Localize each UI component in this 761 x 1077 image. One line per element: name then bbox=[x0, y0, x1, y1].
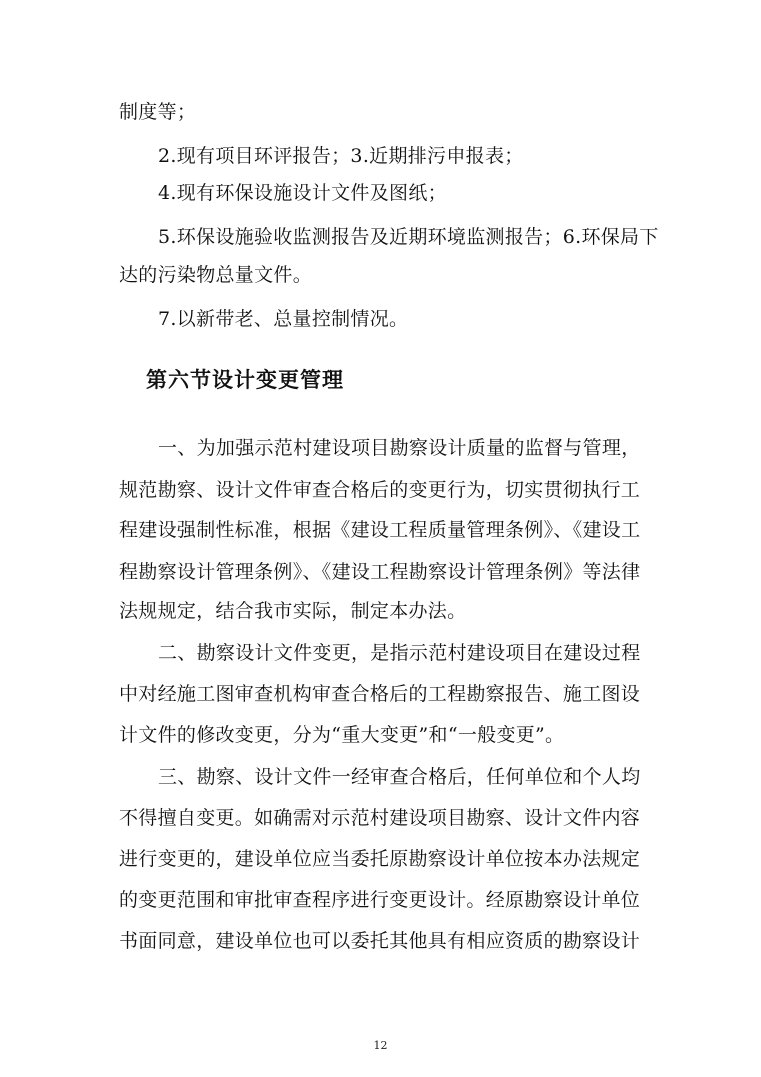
page-number: 12 bbox=[373, 1039, 388, 1052]
body-line-7: 中对经施工图审查机构审查合格后的工程勘察报告、施工图设 bbox=[119, 683, 641, 705]
body-line-1: 一、为加强示范村建设项目勘察设计质量的监督与管理， bbox=[158, 437, 641, 459]
body-line-12: 的变更范围和审批审查程序进行变更设计。经原勘察设计单位 bbox=[119, 889, 641, 911]
body-line-11: 进行变更的，建设单位应当委托原勘察设计单位按本办法规定 bbox=[119, 848, 641, 870]
text-line-1: 制度等； bbox=[119, 101, 197, 123]
text-line-5: 达的污染物总量文件。 bbox=[119, 264, 313, 286]
text-line-2: 2.现有项目环评报告；3.近期排污申报表； bbox=[158, 145, 524, 167]
body-line-2: 规范勘察、设计文件审查合格后的变更行为，切实贯彻执行工 bbox=[119, 479, 641, 501]
body-line-9: 三、勘察、设计文件一经审查合格后，任何单位和个人均 bbox=[158, 766, 641, 788]
body-line-10: 不得擅自变更。如确需对示范村建设项目勘察、设计文件内容 bbox=[119, 807, 641, 829]
text-line-3: 4.现有环保设施设计文件及图纸； bbox=[158, 182, 447, 204]
body-line-6: 二、勘察设计文件变更，是指示范村建设项目在建设过程 bbox=[158, 642, 641, 664]
body-line-5: 法规规定，结合我市实际，制定本办法。 bbox=[119, 600, 467, 622]
body-line-4: 程勘察设计管理条例》、《建设工程勘察设计管理条例》等法律 bbox=[119, 561, 641, 583]
section-heading: 第六节设计变更管理 bbox=[146, 367, 344, 392]
text-line-4: 5.环保设施验收监测报告及近期环境监测报告；6.环保局下 bbox=[158, 226, 659, 248]
text-line-6: 7.以新带老、总量控制情况。 bbox=[158, 308, 409, 330]
body-line-3: 程建设强制性标准，根据《建设工程质量管理条例》、《建设工 bbox=[119, 519, 641, 541]
body-line-8: 计文件的修改变更，分为“重大变更”和“一般变更”。 bbox=[119, 724, 565, 746]
body-line-13: 书面同意，建设单位也可以委托其他具有相应资质的勘察设计 bbox=[119, 930, 641, 952]
